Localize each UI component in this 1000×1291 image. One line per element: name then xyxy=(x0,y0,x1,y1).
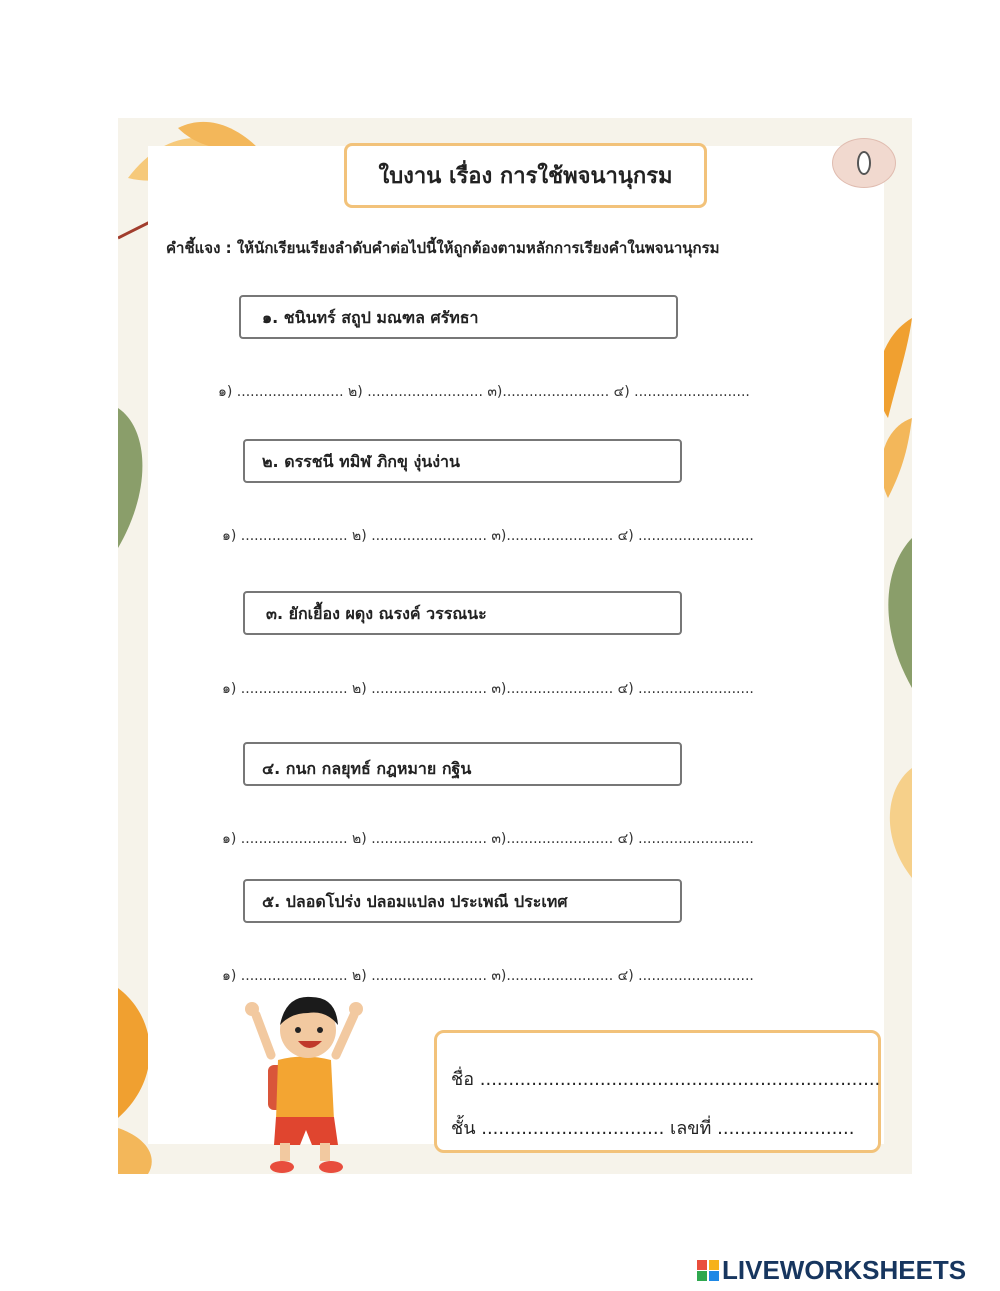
answer-line-3[interactable]: ๑) ........................ ๒) .......................... ๓)........................ ๔) .......................... xyxy=(222,681,754,697)
brand-name: LIVEWORKSHEETS xyxy=(722,1255,967,1285)
question-words-1: ๑. ชนินทร์ สถูป มณฑล ศรัทธา xyxy=(262,308,479,327)
brand-grid-icon xyxy=(697,1260,719,1282)
question-words-2: ๒. ดรรชนี ทมิฬ ภิกขุ งุ่นง่าน xyxy=(262,452,460,471)
page-title: ใบงาน เรื่อง การใช้พจนานุกรม xyxy=(378,164,673,189)
question-words-4: ๔. กนก กลยุทธ์ กฎหมาย กฐิน xyxy=(262,759,472,778)
liveworksheets-logo xyxy=(697,1255,966,1286)
answer-line-2[interactable]: ๑) ........................ ๒) .......................... ๓)........................ ๔) .......................... xyxy=(222,528,754,544)
leaf-decoration-bottom-right xyxy=(880,768,912,938)
child-illustration xyxy=(236,985,366,1175)
instruction-text: คำชี้แจง : ให้นักเรียนเรียงลำดับคำต่อไปนี้ให้ถูกต้องตามหลักการเรียงคำในพจนานุกรม xyxy=(166,239,720,257)
author-logo xyxy=(832,138,896,188)
question-words-3: ๓. ยักเยื้อง ผดุง ณรงค์ วรรณนะ xyxy=(266,604,487,623)
answer-line-1[interactable]: ๑) ........................ ๒) .......................... ๓)........................ ๔) .......................... xyxy=(218,384,750,400)
title-box xyxy=(344,143,707,208)
class-number-field[interactable]: ชั้น ................................ เลขที่ ........................ xyxy=(451,1118,855,1139)
name-field[interactable]: ชื่อ ...................................................................... xyxy=(451,1069,881,1090)
answer-line-5[interactable]: ๑) ........................ ๒) .......................... ๓)........................ ๔) .......................... xyxy=(222,968,754,984)
answer-line-4[interactable]: ๑) ........................ ๒) .......................... ๓)........................ ๔) .......................... xyxy=(222,831,754,847)
pencil-icon xyxy=(857,151,871,175)
question-words-5: ๕. ปลอดโปร่ง ปลอมแปลง ประเพณี ประเทศ xyxy=(262,892,568,911)
